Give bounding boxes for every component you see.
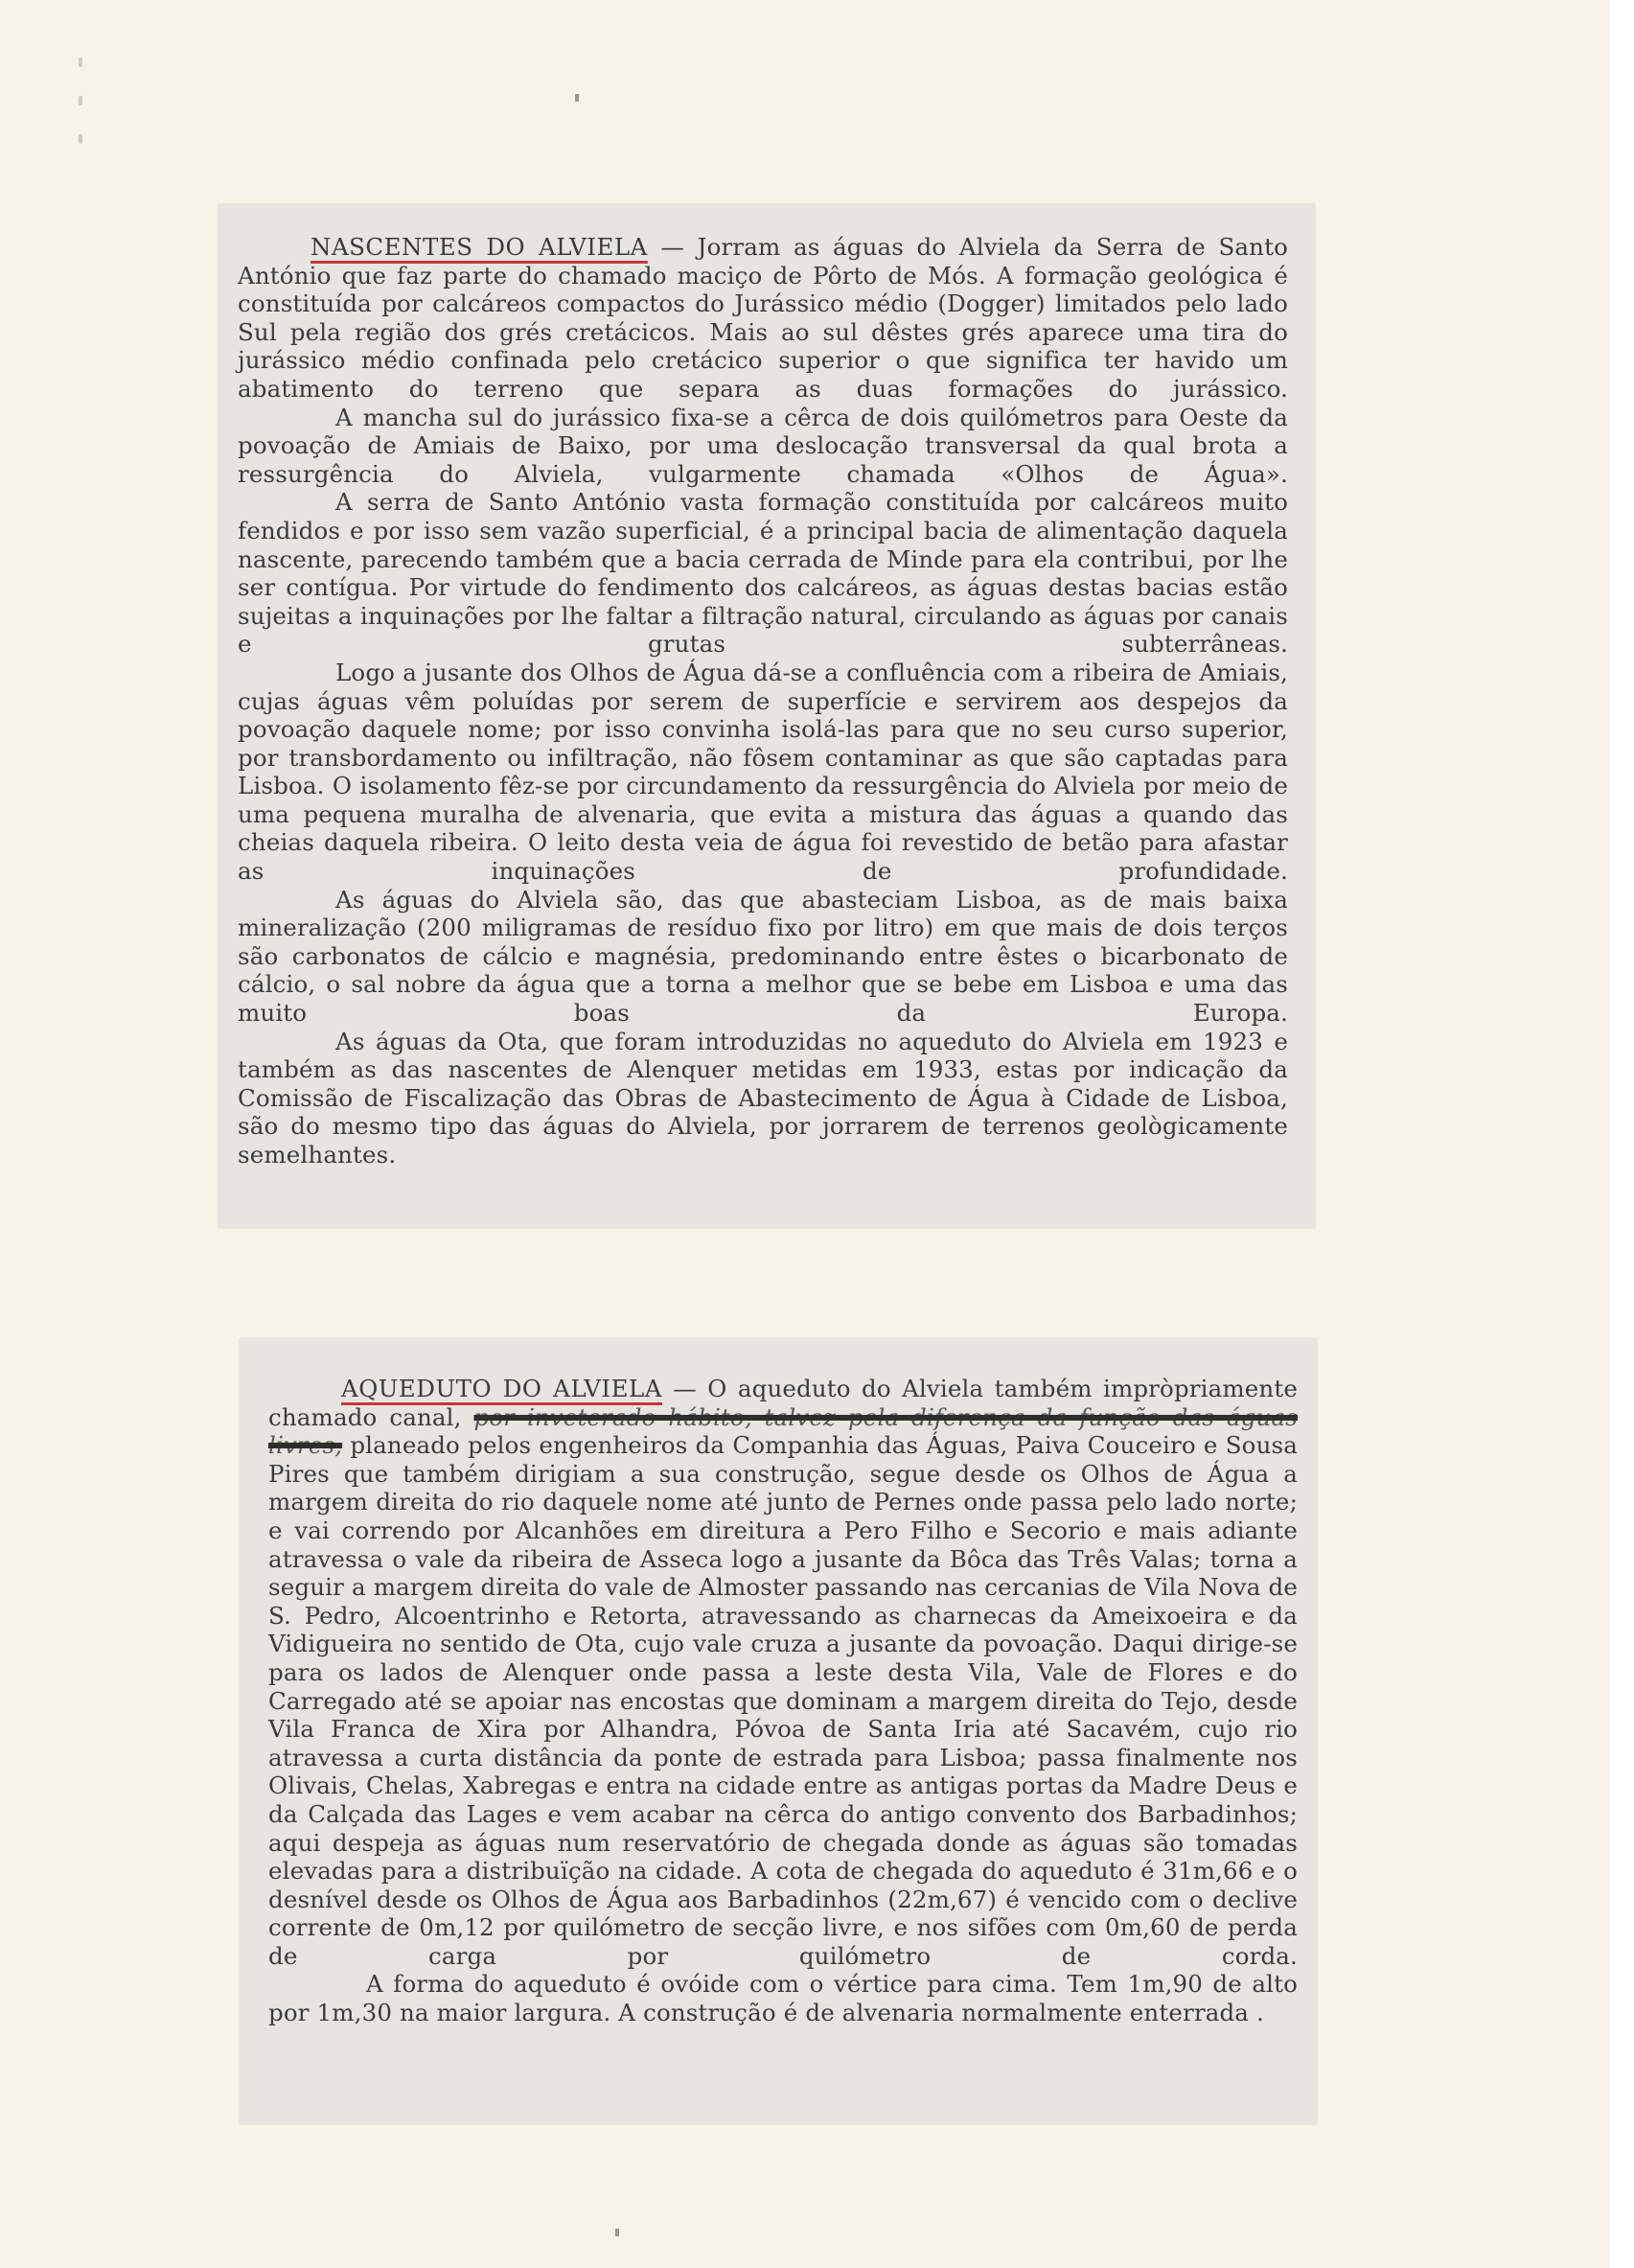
paper-speck [575,94,579,102]
article-paragraph: A forma do aqueduto é ovóide com o vértice para cima. Tem 1m,90 de alto por 1m,30 na maior largura. A construção é de alvenaria normalmente enterrada . [268,1970,1298,2027]
struck-out-text: por inveterado hábito, talvez pela diferença da função das águas livres, [268,1402,1298,1460]
article-paragraph: Logo a jusante dos Olhos de Água dá-se a confluência com a ribeira de Amiais, cujas águas vêm poluídas por serem de superfície e servirem aos despejos da povoação daquele nome; por isso convinha isolá-las para que no seu curso superior, por transbordamento ou infiltração, não fôsem contaminar as que são captadas para Lisboa. O isolamento fêz-se por circundamento da ressurgência do Alviela por meio de uma pequena muralha de alvenaria, que evita a mistura das águas a quando das cheias daquela ribeira. O leito desta veia de água foi revestido de betão para afastar as inquinações de profundidade. [238,658,1288,886]
article-text: — O aqueduto do Alviela também impròpriamente chamado canal, [268,1375,1298,1431]
article-paragraph: A mancha sul do jurássico fixa-se a cêrca de dois quilómetros para Oeste da povoação de Amiais de Baixo, por uma deslocação transversal da qual brota a ressurgência do Alviela, vulgarmente chamada «Olhos de Água». [238,403,1288,488]
page-margin-strip [1610,0,1634,2268]
binding-marks [79,58,82,173]
article-paragraph [238,233,1288,404]
article-heading: AQUEDUTO DO ALVIELA [341,1375,662,1402]
article-text: planeado pelos engenheiros da Companhia das Águas, Paiva Couceiro e Sousa Pires que também dirigiam a sua construção, segue desde os Olhos de Água a margem direita do rio daquele nome até junto de Pernes onde passa pelo lado norte; e vai correndo por Alcanhões em direitura a Pero Filho e Secorio e mais adiante atravessa o vale da ribeira de Asseca logo a jusante da Bôca das Três Valas; torna a seguir a margem direita do vale de Almoster passando nas cercanias de Vila Nova de S. Pedro, Alcoentrinho e Retorta, atravessando as charnecas da Ameixoeira e da Vidigueira no sentido de Ota, cujo vale cruza a jusante da povoação. Daqui dirige-se para os lados de Alenquer onde passa a leste desta Vila, Vale de Flores e do Carregado até se apoiar nas encostas que dominam a margem direita do Tejo, desde Vila Franca de Xira por Alhandra, Póvoa de Santa Iria até Sacavém, cujo rio atravessa a curta distância da ponte de estrada para Lisboa; passa finalmente nos Olivais, Chelas, Xabregas e entra na cidade entre as antigas portas da Madre Deus e da Calçada das Lages e vem acabar na cêrca do antigo convento dos Barbadinhos; aqui despeja as águas num reservatório de chegada donde as águas são tomadas elevadas para a distribuïção na cidade. A cota de chegada do aqueduto é 31m,66 e o desnível desde os Olhos de Água aos Barbadinhos (22m,67) é vencido com o declive corrente de 0m,12 por quilómetro de secção livre, e nos sifões com 0m,60 de perda de carga por quilómetro de corda. [268,1431,1298,1970]
article-paragraph [268,1375,1298,1970]
article-text: — Jorram as águas do Alviela da Serra de Santo António que faz parte do chamado maciço de Pôrto de Mós. A formação geológica é constituída por calcáreos compactos do Jurássico médio (Dogger) limitados pelo lado Sul pela região dos grés cretácicos. Mais ao sul dêstes grés aparece uma tira do jurássico médio confinada pelo cretácico superior o que significa ter havido um abatimento do terreno que separa as duas formações do jurássico. [238,233,1288,403]
newspaper-clipping-aqueduto [240,1338,1317,2124]
article-paragraph: As águas do Alviela são, das que abasteciam Lisboa, as de mais baixa mineralização (200 miligramas de resíduo fixo por litro) em que mais de dois terços são carbonatos de cálcio e magnésia, predominando entre êstes o bicarbonato de cálcio, o sal nobre da água que a torna a melhor que se bebe em Lisboa e uma das muito boas da Europa. [238,885,1288,1028]
newspaper-clipping-nascentes [219,204,1315,1228]
article-paragraph: As águas da Ota, que foram introduzidas no aqueduto do Alviela em 1923 e também as das nascentes de Alenquer metidas em 1933, estas por indicação da Comissão de Fiscalização das Obras de Abastecimento de Água à Cidade de Lisboa, são do mesmo tipo das águas do Alviela, por jorrarem de terrenos geològicamente semelhantes. [238,1027,1288,1169]
paper-speck [615,2229,619,2236]
article-heading: NASCENTES DO ALVIELA [311,233,648,261]
article-paragraph: A serra de Santo António vasta formação constituída por calcáreos muito fendidos e por isso sem vazão superficial, é a principal bacia de alimentação daquela nascente, parecendo também que a bacia cerrada de Minde para ela contribui, por lhe ser contígua. Por virtude do fendimento dos calcáreos, as águas destas bacias estão sujeitas a inquinações por lhe faltar a filtração natural, circulando as águas por canais e grutas subterrâneas. [238,488,1288,659]
